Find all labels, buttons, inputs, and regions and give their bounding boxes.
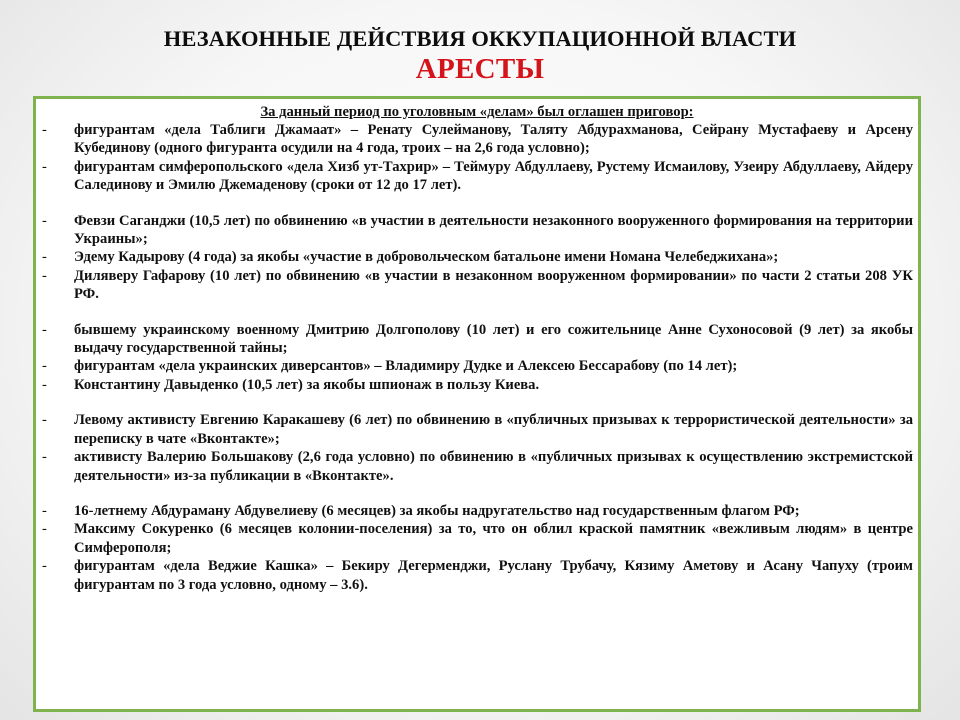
list-item <box>41 212 913 249</box>
list-item <box>41 448 913 485</box>
slide-title: НЕЗАКОННЫЕ ДЕЙСТВИЯ ОККУПАЦИОННОЙ ВЛАСТИ <box>163 26 797 51</box>
content-heading: За данный период по уголовным «делам» был оглашен приговор: <box>260 104 694 120</box>
list-item-text: бывшему украинскому военному Дмитрию Долгополову (10 лет) и его сожительнице Анне Сухоносовой (9 лет) за якобы выдачу государственной тайны; <box>74 321 913 357</box>
list-item-text: Эдему Кадырову (4 года) за якобы «участие в добровольческом батальоне имени Номана Челебеджихана»; <box>74 249 779 266</box>
list-item <box>41 557 913 594</box>
list-item <box>41 121 913 158</box>
list-item <box>41 357 913 375</box>
bullet-dash: - <box>42 376 47 393</box>
list-item <box>41 520 913 557</box>
list-item <box>41 376 913 394</box>
list-item <box>41 248 913 266</box>
bullet-dash: - <box>42 521 47 538</box>
bullet-dash: - <box>42 502 47 519</box>
bullet-dash: - <box>42 212 47 229</box>
bullet-dash: - <box>42 558 47 575</box>
bullet-dash: - <box>42 122 47 138</box>
list-item <box>41 158 913 195</box>
bullet-dash: - <box>42 249 47 266</box>
list-item-text: Константину Давыденко (10,5 лет) за якобы шпионаж в пользу Киева. <box>74 376 540 393</box>
slide-subtitle: АРЕСТЫ <box>415 53 545 85</box>
list-item <box>41 321 913 358</box>
bullet-dash: - <box>42 321 47 338</box>
list-item-text: активисту Валерию Большакову (2,6 года условно) по обвинению в «публичных призывах к осуществлению экстремистской деятельности» из-за публикации в «Вконтакте». <box>74 449 913 484</box>
content-box <box>33 96 921 712</box>
list-item-text: 16-летнему Абдураману Абдувелиеву (6 месяцев) за якобы надругательство над государственным флагом РФ; <box>74 502 800 519</box>
list-item-text: Левому активисту Евгению Каракашеву (6 лет) по обвинению в «публичных призывах к террористической деятельности» за переписку в чате «Вконтакте»; <box>74 412 913 447</box>
list-item-text: Диляверу Гафарову (10 лет) по обвинению «в участии в незаконном вооруженном формировании» по части 2 статьи 208 УК РФ. <box>74 267 913 303</box>
bullet-dash: - <box>42 158 47 175</box>
list-item-text: фигурантам «дела Веджие Кашка» – Бекиру Дегерменджи, Руслану Трубачу, Кязиму Аметову и Асану Чапуху (троим фигурантам по 3 года условно, одному – 3.6). <box>74 558 913 593</box>
group-spacer <box>41 304 913 321</box>
list-item <box>41 502 913 520</box>
list-item <box>41 411 913 448</box>
list-item-text: фигурантам симферопольского «дела Хизб ут-Тахрир» – Теймуру Абдуллаеву, Рустему Исмаилову, Узеиру Абдуллаеву, Айдеру Салединову и Эмилю Джемаденову (сроки от 12 до 17 лет). <box>74 158 913 194</box>
group-spacer <box>41 195 913 212</box>
list-item-text: Февзи Саганджи (10,5 лет) по обвинению «в участии в деятельности незаконного вооруженного формирования на территории Украины»; <box>74 212 913 248</box>
list-item-text: фигурантам «дела украинских диверсантов» – Владимиру Дудке и Алексею Бессарабову (по 14 лет); <box>74 358 738 375</box>
bullet-dash: - <box>42 267 47 284</box>
list-item-text: фигурантам «дела Таблиги Джамаат» – Ренату Сулейманову, Таляту Абдурахманова, Сейрану Мустафаеву и Арсену Кубединову (одного фигуранта осудили на 4 года, троих – на 2,6 года условно); <box>74 122 913 157</box>
list-item <box>41 267 913 304</box>
bullet-dash: - <box>42 358 47 375</box>
list-item-text: Максиму Сокуренко (6 месяцев колонии-поселения) за то, что он облил краской памятник «вежливым людям» в центре Симферополя; <box>74 521 913 556</box>
bullet-dash: - <box>42 412 47 429</box>
group-spacer <box>41 485 913 502</box>
bullet-dash: - <box>42 449 47 466</box>
group-spacer <box>41 394 913 411</box>
